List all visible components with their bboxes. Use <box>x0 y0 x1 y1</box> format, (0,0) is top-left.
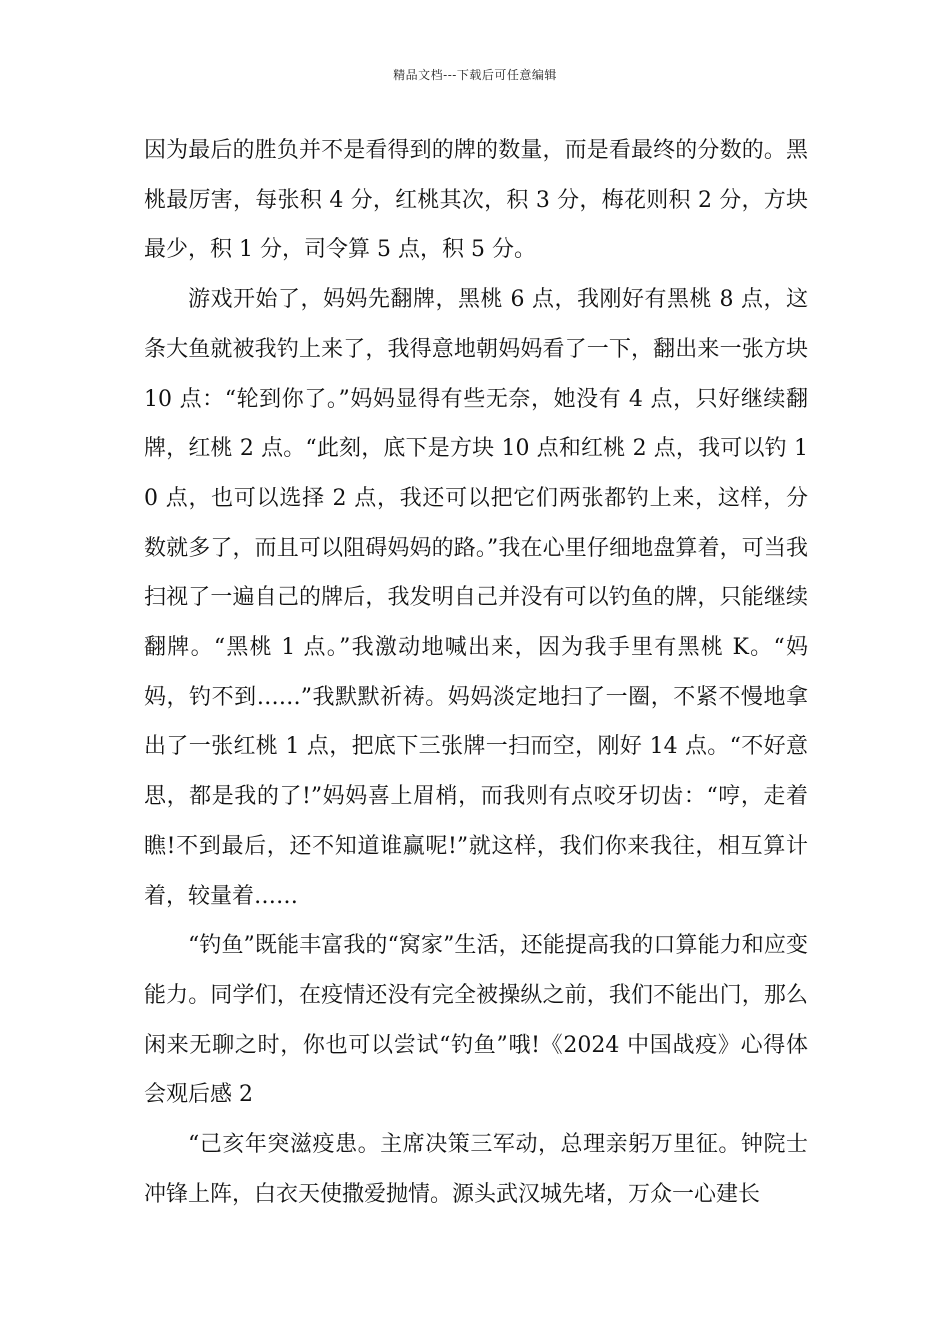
document-body <box>144 126 808 1219</box>
paragraph-4: “己亥年突滋疫患。主席决策三军动，总理亲躬万里征。钟院士冲锋上阵，白衣天使撒爱抛情。源头武汉城先堵，万众一心建长 <box>144 1132 808 1207</box>
paragraph-1: 因为最后的胜负并不是看得到的牌的数量，而是看最终的分数的。黑桃最厉害，每张积 4 分，红桃其次，积 3 分，梅花则积 2 分，方块最少，积 1 分，司令算 5 点，积 5 分。 <box>144 138 808 263</box>
paragraph-3: “钓鱼”既能丰富我的“窝家”生活，还能提高我的口算能力和应变能力。同学们，在疫情还没有完全被操纵之前，我们不能出门，那么闲来无聊之时，你也可以尝试“钓鱼”哦!《2024 中国战疫》心得体会观后感 2 <box>144 933 808 1108</box>
paragraph-2: 游戏开始了，妈妈先翻牌，黑桃 6 点，我刚好有黑桃 8 点，这条大鱼就被我钓上来了，我得意地朝妈妈看了一下，翻出来一张方块 10 点：“轮到你了。”妈妈显得有些无奈，她没有 4 点，只好继续翻牌，红桃 2 点。“此刻，底下是方块 10 点和红桃 2 点，我可以钓 10 点，也可以选择 2 点，我还可以把它们两张都钓上来，这样，分数就多了，而且可以阻碍妈妈的路。”我在心里仔细地盘算着，可当我扫视了一遍自己的牌后，我发明自己并没有可以钓鱼的牌，只能继续翻牌。“黑桃 1 点。”我激动地喊出来，因为我手里有黑桃 K。“妈妈，钓不到……”我默默祈祷。妈妈淡定地扫了一圈，不紧不慢地拿出了一张红桃 1 点，把底下三张牌一扫而空，刚好 14 点。“不好意思，都是我的了!”妈妈喜上眉梢，而我则有点咬牙切齿：“哼，走着瞧!不到最后，还不知道谁赢呢!”就这样，我们你来我往，相互算计着，较量着…… <box>144 287 808 909</box>
page-header: 精品文档---下载后可任意编辑 <box>393 68 557 82</box>
